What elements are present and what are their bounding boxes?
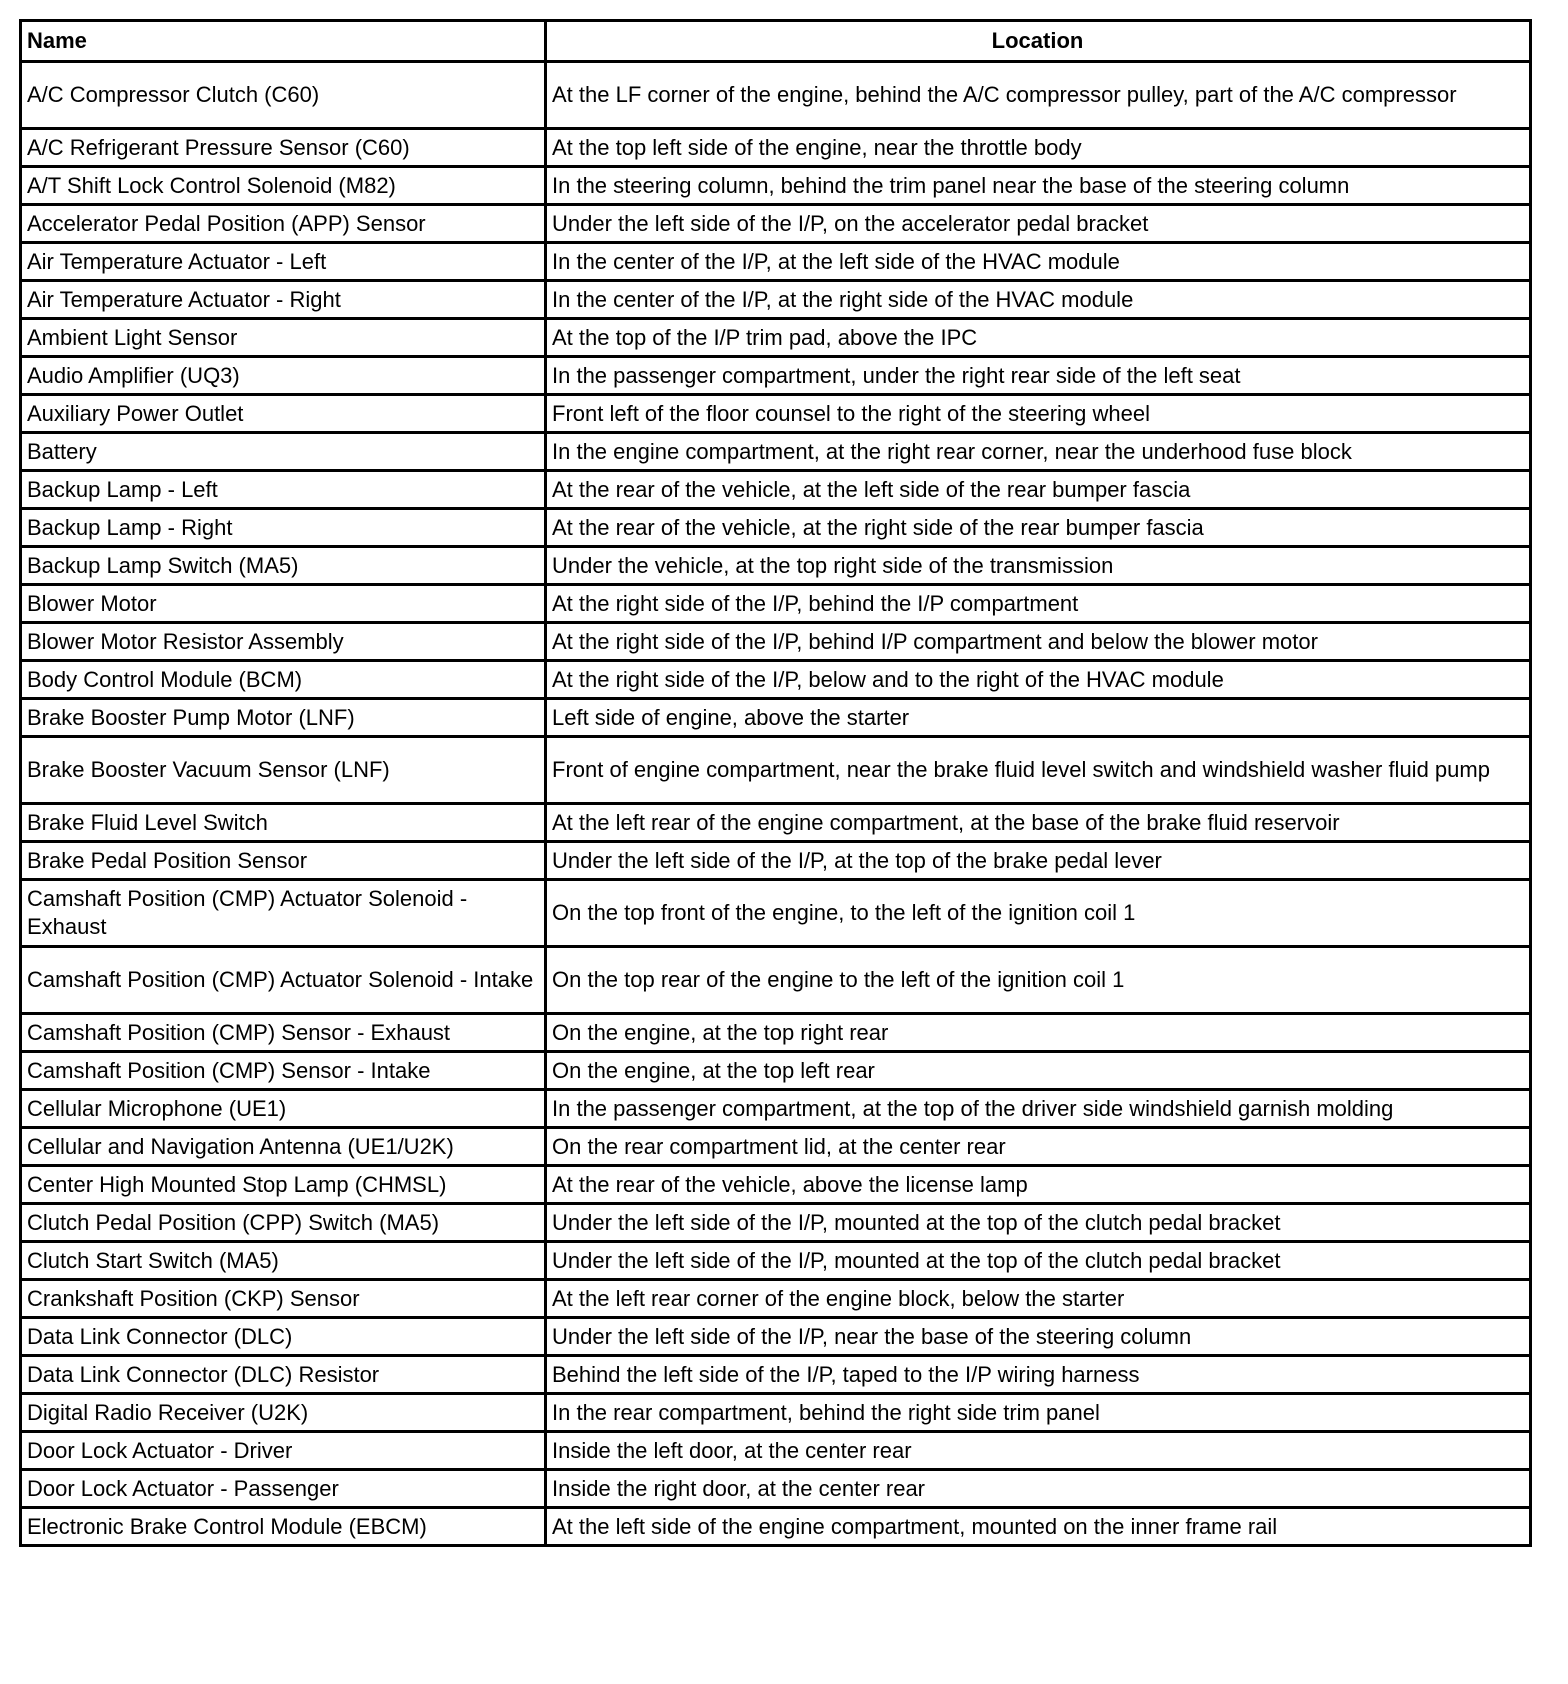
- component-location-cell: On the engine, at the top left rear: [546, 1052, 1531, 1090]
- component-location-cell: At the left rear of the engine compartment, at the base of the brake fluid reservoir: [546, 804, 1531, 842]
- component-name-cell: Auxiliary Power Outlet: [21, 395, 546, 433]
- table-row: [21, 509, 1531, 547]
- component-name-cell: Data Link Connector (DLC) Resistor: [21, 1356, 546, 1394]
- table-row: [21, 585, 1531, 623]
- component-name-cell: A/T Shift Lock Control Solenoid (M82): [21, 167, 546, 205]
- table-row: [21, 319, 1531, 357]
- component-name-cell: Electronic Brake Control Module (EBCM): [21, 1508, 546, 1546]
- component-location-cell: In the steering column, behind the trim panel near the base of the steering column: [546, 167, 1531, 205]
- table-row: [21, 1356, 1531, 1394]
- table-row: [21, 842, 1531, 880]
- table-row: [21, 1470, 1531, 1508]
- table-row: [21, 357, 1531, 395]
- component-name-cell: Blower Motor Resistor Assembly: [21, 623, 546, 661]
- component-name-cell: Accelerator Pedal Position (APP) Sensor: [21, 205, 546, 243]
- component-name-cell: Camshaft Position (CMP) Sensor - Intake: [21, 1052, 546, 1090]
- component-location-cell: At the rear of the vehicle, at the left side of the rear bumper fascia: [546, 471, 1531, 509]
- component-location-cell: At the top of the I/P trim pad, above the IPC: [546, 319, 1531, 357]
- component-location-cell: At the right side of the I/P, below and to the right of the HVAC module: [546, 661, 1531, 699]
- component-location-cell: On the top front of the engine, to the left of the ignition coil 1: [546, 880, 1531, 947]
- table-row: [21, 1394, 1531, 1432]
- table-row: [21, 880, 1531, 947]
- component-location-cell: Front left of the floor counsel to the right of the steering wheel: [546, 395, 1531, 433]
- table-row: [21, 62, 1531, 129]
- table-row: [21, 804, 1531, 842]
- component-name-cell: Battery: [21, 433, 546, 471]
- component-location-table: [19, 19, 1532, 1547]
- component-name-cell: Clutch Start Switch (MA5): [21, 1242, 546, 1280]
- table-row: [21, 947, 1531, 1014]
- component-name-cell: Brake Booster Pump Motor (LNF): [21, 699, 546, 737]
- table-row: [21, 1242, 1531, 1280]
- table-row: [21, 1280, 1531, 1318]
- table-row: [21, 1204, 1531, 1242]
- table-row: [21, 737, 1531, 804]
- component-location-cell: At the rear of the vehicle, at the right side of the rear bumper fascia: [546, 509, 1531, 547]
- component-name-cell: Camshaft Position (CMP) Actuator Solenoid - Intake: [21, 947, 546, 1014]
- table-row: [21, 1090, 1531, 1128]
- component-location-cell: At the right side of the I/P, behind the I/P compartment: [546, 585, 1531, 623]
- component-name-cell: Backup Lamp - Left: [21, 471, 546, 509]
- component-location-cell: In the passenger compartment, under the right rear side of the left seat: [546, 357, 1531, 395]
- component-location-cell: Left side of engine, above the starter: [546, 699, 1531, 737]
- table-row: [21, 1128, 1531, 1166]
- table-row: [21, 623, 1531, 661]
- table-row: [21, 1432, 1531, 1470]
- component-location-cell: On the rear compartment lid, at the center rear: [546, 1128, 1531, 1166]
- component-location-cell: Under the left side of the I/P, on the accelerator pedal bracket: [546, 205, 1531, 243]
- table-row: [21, 471, 1531, 509]
- component-name-cell: Cellular and Navigation Antenna (UE1/U2K): [21, 1128, 546, 1166]
- table-row: [21, 1166, 1531, 1204]
- component-name-cell: Digital Radio Receiver (U2K): [21, 1394, 546, 1432]
- component-location-cell: Under the left side of the I/P, mounted at the top of the clutch pedal bracket: [546, 1204, 1531, 1242]
- location-column-header: Location: [546, 21, 1531, 62]
- component-location-cell: At the right side of the I/P, behind I/P compartment and below the blower motor: [546, 623, 1531, 661]
- component-location-cell: In the rear compartment, behind the right side trim panel: [546, 1394, 1531, 1432]
- component-location-cell: At the left rear corner of the engine block, below the starter: [546, 1280, 1531, 1318]
- table-row: [21, 1508, 1531, 1546]
- component-name-cell: Ambient Light Sensor: [21, 319, 546, 357]
- component-name-cell: Camshaft Position (CMP) Sensor - Exhaust: [21, 1014, 546, 1052]
- component-name-cell: Brake Pedal Position Sensor: [21, 842, 546, 880]
- component-name-cell: Door Lock Actuator - Driver: [21, 1432, 546, 1470]
- component-location-cell: At the LF corner of the engine, behind the A/C compressor pulley, part of the A/C compressor: [546, 62, 1531, 129]
- component-name-cell: A/C Compressor Clutch (C60): [21, 62, 546, 129]
- component-location-cell: Inside the left door, at the center rear: [546, 1432, 1531, 1470]
- component-name-cell: Backup Lamp Switch (MA5): [21, 547, 546, 585]
- component-location-cell: On the engine, at the top right rear: [546, 1014, 1531, 1052]
- component-name-cell: Center High Mounted Stop Lamp (CHMSL): [21, 1166, 546, 1204]
- component-location-cell: Under the left side of the I/P, mounted at the top of the clutch pedal bracket: [546, 1242, 1531, 1280]
- component-location-cell: In the center of the I/P, at the left side of the HVAC module: [546, 243, 1531, 281]
- component-name-cell: Brake Fluid Level Switch: [21, 804, 546, 842]
- component-name-cell: Audio Amplifier (UQ3): [21, 357, 546, 395]
- table-row: [21, 243, 1531, 281]
- component-name-cell: Cellular Microphone (UE1): [21, 1090, 546, 1128]
- component-location-cell: At the top left side of the engine, near the throttle body: [546, 129, 1531, 167]
- component-location-cell: On the top rear of the engine to the left of the ignition coil 1: [546, 947, 1531, 1014]
- component-location-cell: Behind the left side of the I/P, taped to the I/P wiring harness: [546, 1356, 1531, 1394]
- component-location-cell: Under the left side of the I/P, at the top of the brake pedal lever: [546, 842, 1531, 880]
- component-name-cell: Air Temperature Actuator - Left: [21, 243, 546, 281]
- component-location-cell: In the passenger compartment, at the top of the driver side windshield garnish molding: [546, 1090, 1531, 1128]
- component-location-cell: Front of engine compartment, near the brake fluid level switch and windshield washer fluid pump: [546, 737, 1531, 804]
- table-row: [21, 661, 1531, 699]
- table-row: [21, 129, 1531, 167]
- component-name-cell: Brake Booster Vacuum Sensor (LNF): [21, 737, 546, 804]
- component-name-cell: Door Lock Actuator - Passenger: [21, 1470, 546, 1508]
- table-row: [21, 205, 1531, 243]
- table-row: [21, 699, 1531, 737]
- component-location-cell: Under the vehicle, at the top right side of the transmission: [546, 547, 1531, 585]
- component-name-cell: Clutch Pedal Position (CPP) Switch (MA5): [21, 1204, 546, 1242]
- table-row: [21, 547, 1531, 585]
- component-location-cell: Inside the right door, at the center rear: [546, 1470, 1531, 1508]
- table-row: [21, 433, 1531, 471]
- component-name-cell: Body Control Module (BCM): [21, 661, 546, 699]
- component-name-cell: Backup Lamp - Right: [21, 509, 546, 547]
- table-row: [21, 1318, 1531, 1356]
- table-header-row: [21, 21, 1531, 62]
- component-location-cell: Under the left side of the I/P, near the base of the steering column: [546, 1318, 1531, 1356]
- table-row: [21, 395, 1531, 433]
- component-name-cell: Air Temperature Actuator - Right: [21, 281, 546, 319]
- component-name-cell: Data Link Connector (DLC): [21, 1318, 546, 1356]
- component-location-cell: At the left side of the engine compartment, mounted on the inner frame rail: [546, 1508, 1531, 1546]
- component-name-cell: A/C Refrigerant Pressure Sensor (C60): [21, 129, 546, 167]
- component-location-cell: At the rear of the vehicle, above the license lamp: [546, 1166, 1531, 1204]
- table-row: [21, 167, 1531, 205]
- table-row: [21, 281, 1531, 319]
- component-name-cell: Blower Motor: [21, 585, 546, 623]
- component-name-cell: Crankshaft Position (CKP) Sensor: [21, 1280, 546, 1318]
- name-column-header: Name: [21, 21, 546, 62]
- table-row: [21, 1052, 1531, 1090]
- component-location-cell: In the center of the I/P, at the right side of the HVAC module: [546, 281, 1531, 319]
- component-name-cell: Camshaft Position (CMP) Actuator Solenoid - Exhaust: [21, 880, 546, 947]
- table-row: [21, 1014, 1531, 1052]
- component-location-cell: In the engine compartment, at the right rear corner, near the underhood fuse block: [546, 433, 1531, 471]
